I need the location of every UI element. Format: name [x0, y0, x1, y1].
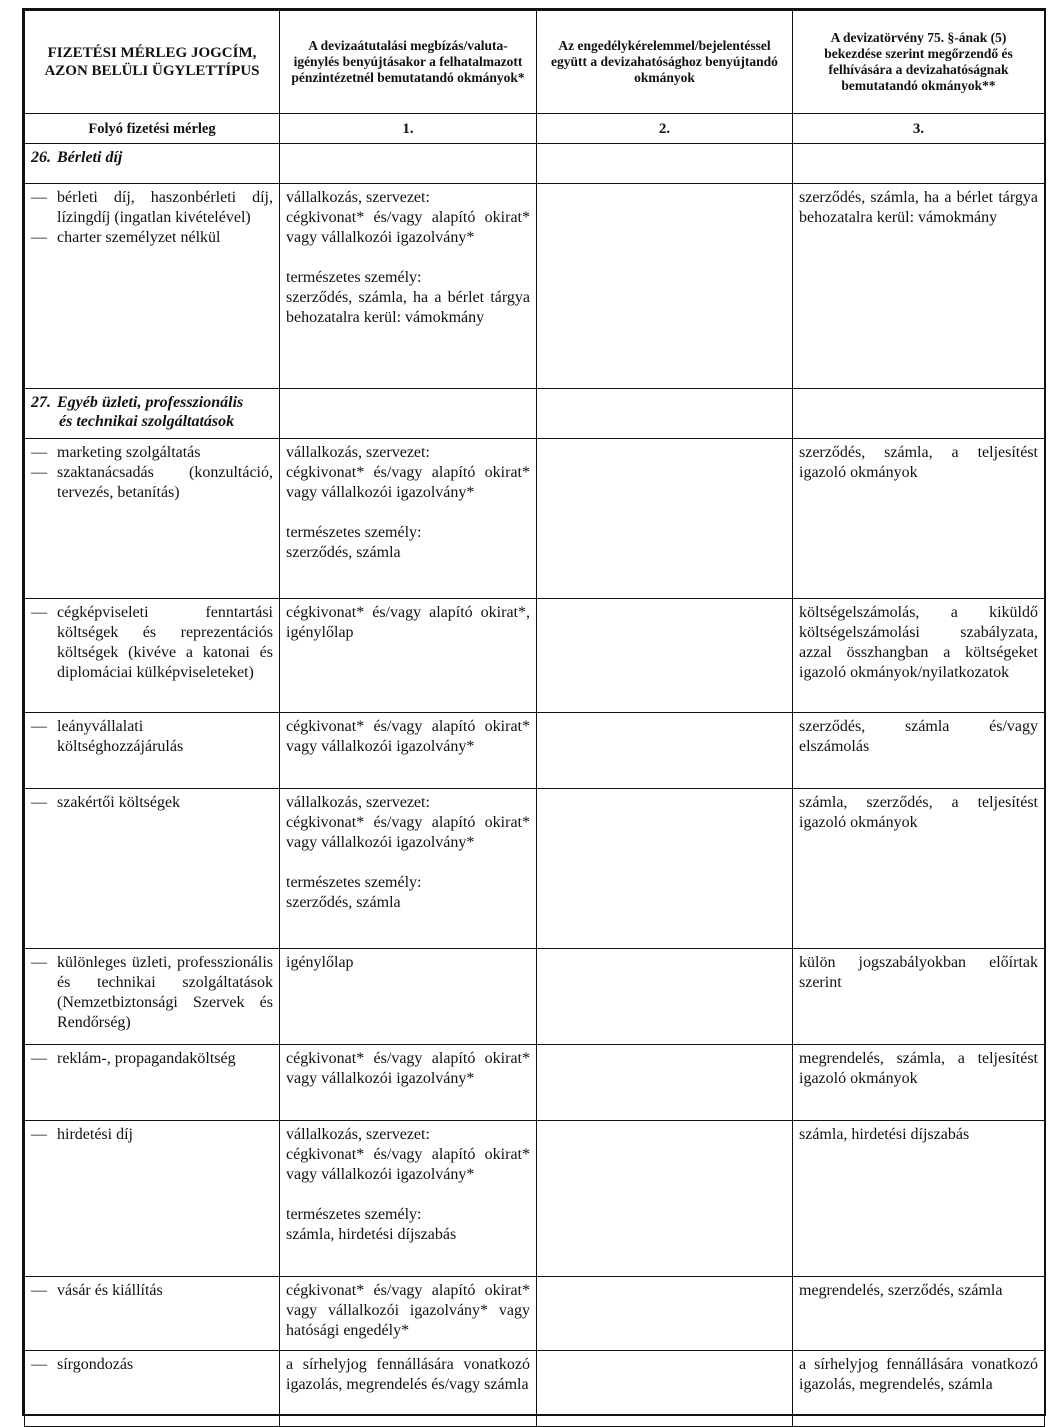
table-row-r9 — [25, 1277, 1045, 1351]
docs-cell-3: számla, szerződés, a teljesítést igazoló okmányok — [793, 789, 1045, 949]
docs-cell-2 — [537, 1351, 793, 1427]
docs-cell-2 — [537, 1045, 793, 1121]
docs-cell-1: cégkivonat* és/vagy alapító okirat* vagy vállalkozói igazolvány* — [280, 713, 537, 789]
docs-cell-3: megrendelés, számla, a teljesítést igazoló okmányok — [793, 1045, 1045, 1121]
item-cell — [25, 1351, 280, 1427]
docs-cell-1: cégkivonat* és/vagy alapító okirat* vagy vállalkozói igazolvány* — [280, 1045, 537, 1121]
docs-cell-3: szerződés, számla, a teljesítést igazoló okmányok — [793, 439, 1045, 599]
section-title-26: 26. Bérleti díj — [25, 144, 280, 184]
docs-cell-2 — [537, 1277, 793, 1351]
table-row-r4 — [25, 713, 1045, 789]
list-item: — sírgondozás — [31, 1356, 134, 1373]
table-row-r1 — [25, 184, 1045, 389]
docs-cell-2 — [537, 439, 793, 599]
numbering-col3: 3. — [793, 114, 1045, 144]
docs-cell-2 — [537, 713, 793, 789]
docs-cell-3: megrendelés, szerződés, számla — [793, 1277, 1045, 1351]
table-row-r7 — [25, 1045, 1045, 1121]
header-row — [25, 11, 1045, 114]
list-item: — charter személyzet nélkül — [31, 229, 221, 246]
list-item: — hirdetési díj — [31, 1126, 133, 1143]
docs-cell-3: költségelszámolás, a kiküldő költségelszámolási szabályzata, azzal összhangban a költségeket igazoló okmányok/nyilatkozatok — [793, 599, 1045, 713]
docs-cell-3: szerződés, számla és/vagy elszámolás — [793, 713, 1045, 789]
table-row-r10 — [25, 1351, 1045, 1427]
header-col1: A devizaátutalási megbízás/valuta-igénylés benyújtásakor a felhatalmazott pénzintézetnél bemutatandó okmányok* — [280, 11, 537, 114]
table-row-r3 — [25, 599, 1045, 713]
item-cell — [25, 439, 280, 599]
docs-cell-3: számla, hirdetési díjszabás — [793, 1121, 1045, 1277]
docs-cell-2 — [537, 789, 793, 949]
numbering-col2: 2. — [537, 114, 793, 144]
numbering-col0: Folyó fizetési mérleg — [25, 114, 280, 144]
docs-cell-1: cégkivonat* és/vagy alapító okirat*, igénylőlap — [280, 599, 537, 713]
docs-cell-1: a sírhelyjog fennállására vonatkozó igazolás, megrendelés és/vagy számla — [280, 1351, 537, 1427]
numbering-col1: 1. — [280, 114, 537, 144]
table-row-r5 — [25, 789, 1045, 949]
list-item: — szakértői költségek — [31, 794, 181, 811]
item-cell — [25, 1121, 280, 1277]
item-cell — [25, 599, 280, 713]
docs-cell-1: igénylőlap — [280, 949, 537, 1045]
table-row-r6 — [25, 949, 1045, 1045]
docs-cell-1: vállalkozás, szervezet: cégkivonat* és/vagy alapító okirat* vagy vállalkozói igazolvány* természetes személy: szerződés, számla — [280, 789, 537, 949]
list-item: — reklám-, propagandaköltség — [31, 1050, 236, 1067]
docs-cell-1: vállalkozás, szervezet: cégkivonat* és/vagy alapító okirat* vagy vállalkozói igazolvány* természetes személy: szerződés, számla — [280, 439, 537, 599]
docs-cell-2 — [537, 184, 793, 389]
docs-cell-3: a sírhelyjog fennállására vonatkozó igazolás, megrendelés, számla — [793, 1351, 1045, 1427]
list-item: — különleges üzleti, professzionális és technikai szolgáltatások (Nemzetbiztonsági Szervek és Rendőrség) — [31, 954, 273, 1031]
header-col0: FIZETÉSI MÉRLEG JOGCÍM, AZON BELÜLI ÜGYLETTÍPUS — [25, 11, 280, 114]
item-cell — [25, 1045, 280, 1121]
section-row-27 — [25, 389, 1045, 439]
docs-cell-1: vállalkozás, szervezet: cégkivonat* és/vagy alapító okirat* vagy vállalkozói igazolvány* természetes személy: számla, hirdetési díjszabás — [280, 1121, 537, 1277]
list-item: — bérleti díj, haszonbérleti díj, lízingdíj (ingatlan kivételével) — [31, 189, 273, 226]
docs-cell-1: cégkivonat* és/vagy alapító okirat* vagy vállalkozói igazolvány* vagy hatósági engedély* — [280, 1277, 537, 1351]
list-item: — szaktanácsadás (konzultáció, tervezés, betanítás) — [31, 464, 273, 501]
item-cell — [25, 1277, 280, 1351]
list-item: — vásár és kiállítás — [31, 1282, 163, 1299]
header-col3: A devizatörvény 75. §-ának (5) bekezdése szerint megőrzendő és felhívására a devizahatóságnak bemutatandó okmányok** — [793, 11, 1045, 114]
docs-cell-2 — [537, 1121, 793, 1277]
table-row-r2 — [25, 439, 1045, 599]
section-title-27: 27. Egyéb üzleti, professzionális és technikai szolgáltatások — [25, 389, 280, 439]
docs-cell-2 — [537, 599, 793, 713]
document-page — [22, 8, 1046, 1416]
docs-cell-3: szerződés, számla, ha a bérlet tárgya behozatalra kerül: vámokmány — [793, 184, 1045, 389]
docs-cell-3: külön jogszabályokban előírtak szerint — [793, 949, 1045, 1045]
docs-cell-1: vállalkozás, szervezet: cégkivonat* és/vagy alapító okirat* vagy vállalkozói igazolvány* természetes személy: szerződés, számla, ha a bérlet tárgya behozatalra kerül: vámokmány — [280, 184, 537, 389]
regulation-table — [24, 10, 1045, 1427]
list-item: — cégképviseleti fenntartási költségek és reprezentációs költségek (kivéve a katonai és diplomáciai külképviseleteket) — [31, 604, 273, 681]
docs-cell-2 — [537, 949, 793, 1045]
item-cell — [25, 713, 280, 789]
item-cell — [25, 184, 280, 389]
list-item: — marketing szolgáltatás — [31, 444, 201, 461]
section-row-26 — [25, 144, 1045, 184]
item-cell — [25, 949, 280, 1045]
list-item: — leányvállalati költséghozzájárulás — [31, 718, 184, 755]
table-row-r8 — [25, 1121, 1045, 1277]
header-col2: Az engedélykérelemmel/bejelentéssel együtt a devizahatósághoz benyújtandó okmányok — [537, 11, 793, 114]
item-cell — [25, 789, 280, 949]
numbering-row — [25, 114, 1045, 144]
